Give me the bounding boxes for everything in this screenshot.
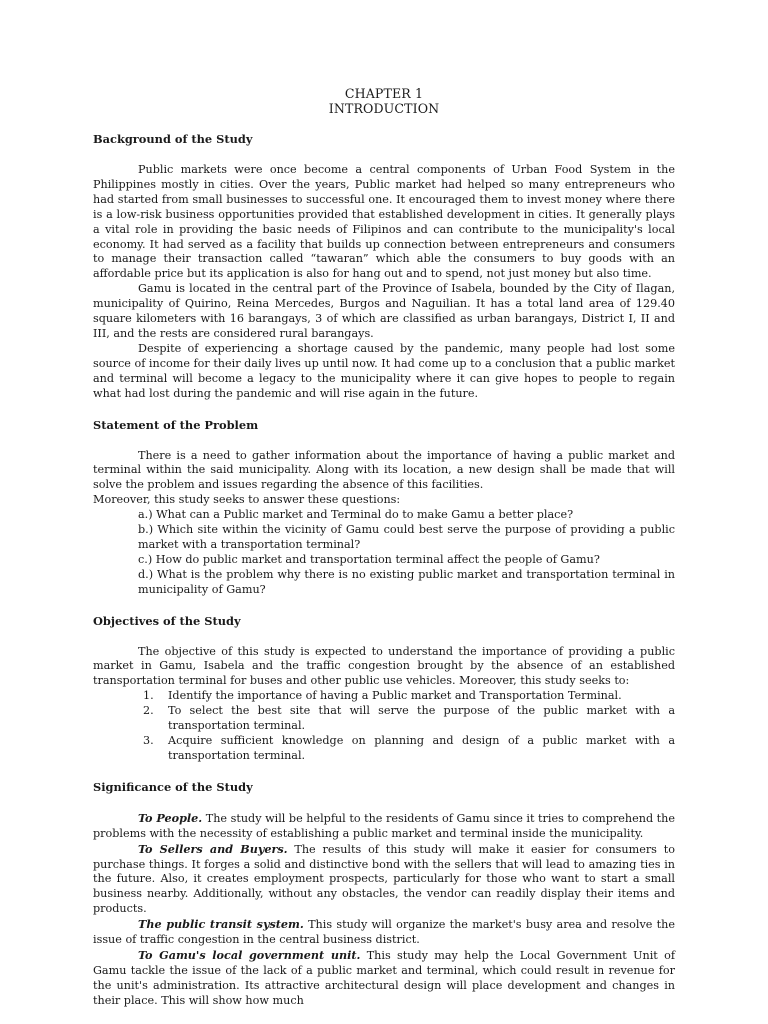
significance-item [93,948,675,1009]
background-paragraph-2: Gamu is located in the central part of the Province of Isabela, bounded by the City of Ilagan, municipality of Quirino, Reina Mercedes, Burgos and Naguilian. It has a total land area of 129.40 square kilometers with 16 barangays, 3 of which are classified as urban barangays, District I, II and III, and the rests are considered rural barangays. [93,282,675,340]
background-heading: Background of the Study [93,132,253,146]
objective-text: Identify the importance of having a Public market and Transportation Terminal. [168,689,622,703]
significance-item [93,811,675,842]
significance-lead: To Sellers and Buyers. [138,841,288,856]
objective-number: 2. [143,704,154,718]
significance-lead: The public transit system. [138,917,304,932]
significance-text: The study will be helpful to the residents of Gamu since it tries to comprehend the problems with the necessity of establishing a public market and terminal inside the municipality. [93,811,675,840]
objective-text: To select the best site that will serve the purpose of the public market with a transportation terminal. [168,704,675,733]
objectives-heading: Objectives of the Study [93,613,241,628]
question-item: b.) Which site within the vicinity of Gamu could best serve the purpose of providing a public market with a transportation terminal? [138,523,675,551]
question-item: a.) What can a Public market and Terminal do to make Gamu a better place? [138,508,574,522]
significance-text: This study may help the Local Government Unit of Gamu tackle the issue of the lack of a public market and terminal, which could result in revenue for the unit's administration. Its attractive architectural design will place development and changes in their place. This will show how much [93,948,675,1007]
objective-item [93,689,675,704]
chapter-number: CHAPTER 1 [344,86,424,101]
objective-number: 1. [143,689,154,703]
problem-heading: Statement of the Problem [93,417,259,432]
significance-text: The results of this study will make it easier for consumers to purchase things. It forges a solid and distinctive bond with the sellers that will lead to amazing ties in the future. Also, it creates employment prospects, particularly for those who want to start a small business nearby. Additionally, without any obstacles, the vendor can readily display their items and products. [93,842,675,916]
significance-text: This study will organize the market's busy area and resolve the issue of traffic congestion in the central business district. [93,918,675,947]
chapter-title: INTRODUCTION [328,101,440,116]
question-item: d.) What is the problem why there is no existing public market and transportation terminal in municipality of Gamu? [138,567,675,596]
significance-lead: To Gamu's local government unit. [138,947,361,962]
problem-paragraph-1: There is a need to gather information about the importance of having a public market and terminal within the said municipality. Along with its location, a new design shall be made that will solve the problem and issues regarding the absence of this facilities. [93,448,675,492]
objective-number: 3. [143,734,154,747]
significance-lead: To People. [138,810,203,825]
significance-item [93,842,675,918]
document-body [93,86,675,1009]
objectives-paragraph: The objective of this study is expected to understand the importance of providing a public market in Gamu, Isabela and the traffic congestion brought by the absence of an established transportation terminal for buses and other public use vehicles. Moreover, this study seeks to: [93,644,675,688]
problem-paragraph-2: Moreover, this study seeks to answer these questions: [93,493,401,507]
objectives-list [93,689,675,764]
significance-heading: Significance of the Study [93,779,253,794]
question-item: c.) How do public market and transportation terminal affect the people of Gamu? [138,552,600,566]
objective-item [93,734,675,764]
significance-item [93,917,675,948]
background-paragraph-3: Despite of experiencing a shortage caused by the pandemic, many people had lost some source of income for their daily lives up until now. It had come up to a conclusion that a public market and terminal will become a legacy to the municipality where it can give hopes to people to regain what had lost during the pandemic and will rise again in the future. [93,341,675,400]
objective-text: Acquire sufficient knowledge on planning and design of a public market with a transportation terminal. [168,734,675,762]
objective-item [93,704,675,734]
background-paragraph-1: Public markets were once become a central components of Urban Food System in the Philippines mostly in cities. Over the years, Public market had helped so many entrepreneurs who had started from small businesses to successful one. It encouraged them to invest money where there is a low-risk business opportunities provided that established development in cities. It generally plays a vital role in providing the basic needs of Filipinos and can contribute to the municipality's local economy. It had served as a facility that builds up connection between entrepreneurs and consumers to manage their transaction called “tawaran” which able the consumers to buy goods with an affordable price but its application is also for hang out and to spend, not just money but also time. [93,163,675,281]
